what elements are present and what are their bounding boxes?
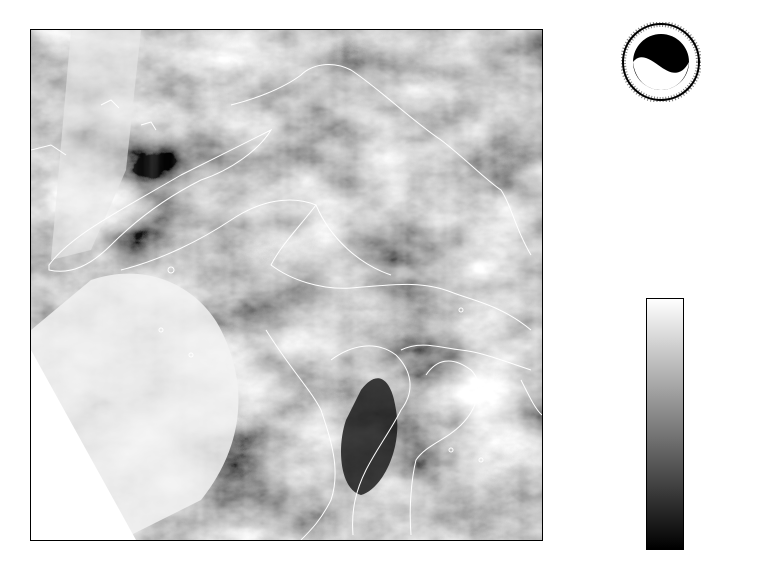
- colorbar: [646, 298, 684, 550]
- satellite-map: [30, 29, 543, 541]
- noaa-logo-icon: [621, 22, 701, 102]
- map-image: [31, 30, 542, 540]
